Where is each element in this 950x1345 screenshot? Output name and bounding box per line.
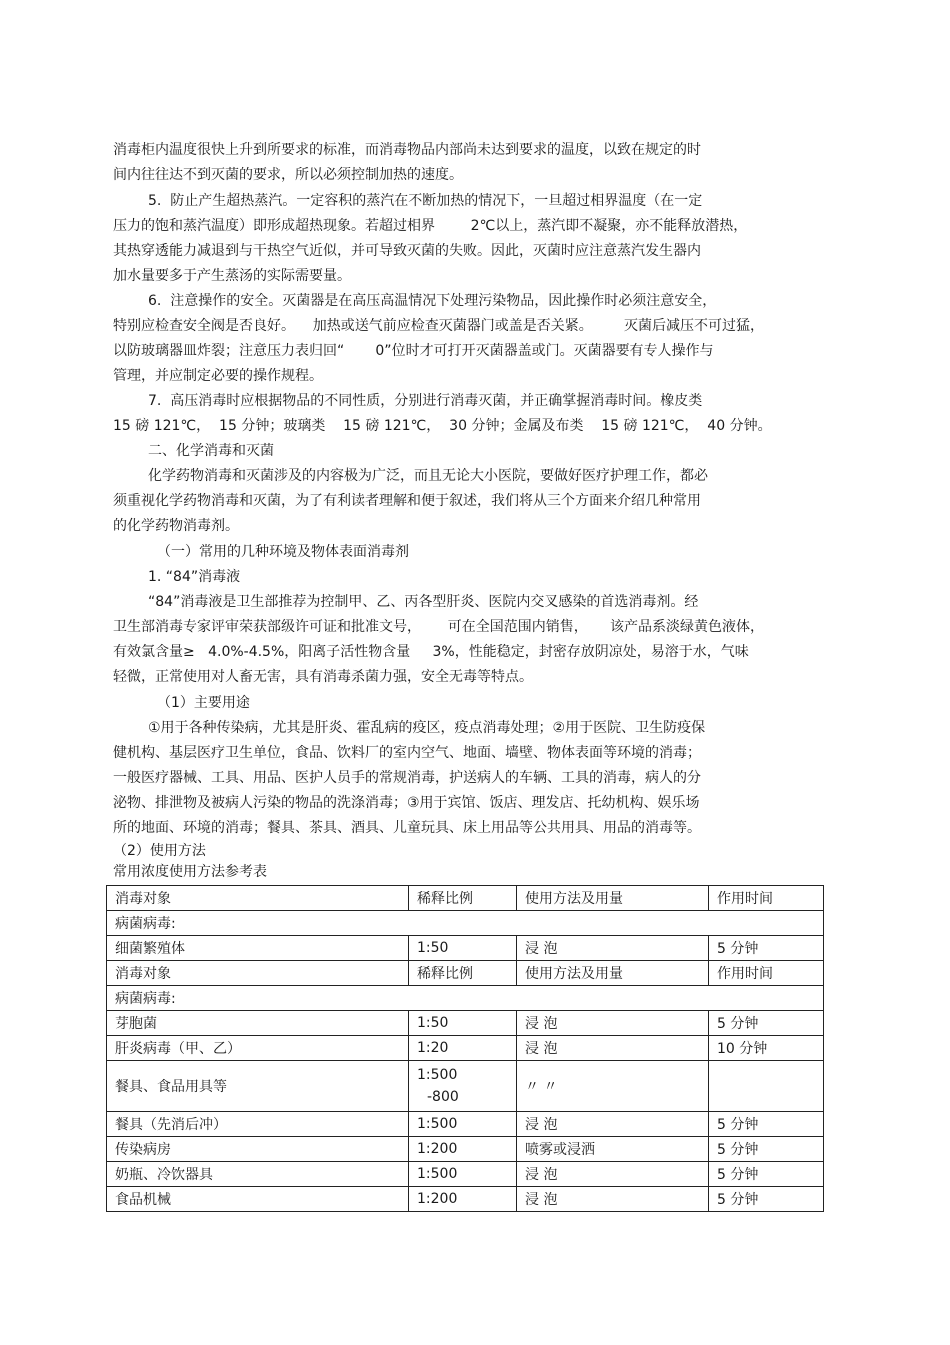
table-row <box>107 1061 824 1112</box>
table-cell: 1:50 <box>409 936 517 961</box>
body-line: 轻微，正常使用对人畜无害，具有消毒杀菌力强，安全无毒等特点。 <box>113 669 533 685</box>
table-cell: 1:200 <box>409 1137 517 1162</box>
group-row <box>107 911 824 936</box>
header-cell: 稀释比例 <box>409 886 517 911</box>
table-cell <box>409 1061 517 1112</box>
table-cell: 5 分钟 <box>709 1011 824 1036</box>
body-line: 所的地面、环境的消毒；餐具、茶具、酒具、儿童玩具、床上用品等公共用具、用品的消毒等。 <box>113 820 701 836</box>
table-cell: 浸 泡 <box>517 1036 709 1061</box>
table-cell: 芽胞菌 <box>107 1011 409 1036</box>
body-line: 6. 注意操作的安全。灭菌器是在高压高温情况下处理污染物品，因此操作时必须注意安全， <box>148 293 717 309</box>
body-line: 5. 防止产生超热蒸汽。一定容积的蒸汽在不断加热的情况下，一旦超过相界温度（在一定 <box>148 193 703 209</box>
body-line: 7. 高压消毒时应根据物品的不同性质，分别进行消毒灭菌，并正确掌握消毒时间。橡皮类 <box>148 393 703 409</box>
table-cell: 浸 泡 <box>517 1162 709 1187</box>
table-cell: 5 分钟 <box>709 1112 824 1137</box>
body-line: 加水量要多于产生蒸汤的实际需要量。 <box>113 268 351 284</box>
table-row <box>107 1187 824 1212</box>
body-line: 一般医疗器械、工具、用品、医护人员手的常规消毒，护送病人的车辆、工具的消毒，病人的分 <box>113 770 701 786</box>
table-cell: 传染病房 <box>107 1137 409 1162</box>
ratio-line: -800 <box>427 1089 459 1105</box>
header-cell: 使用方法及用量 <box>517 886 709 911</box>
body-line: 化学药物消毒和灭菌涉及的内容极为广泛，而且无论大小医院，要做好医疗护理工作，都必 <box>148 468 708 484</box>
table-row <box>107 1137 824 1162</box>
header-cell: 使用方法及用量 <box>517 961 709 986</box>
body-line: 特别应检查安全阀是否良好。 加热或送气前应检查灭菌器门或盖是否关紧。 灭菌后减压不可过猛， <box>113 318 764 334</box>
subsection-heading: （一）常用的几种环境及物体表面消毒剂 <box>157 544 409 560</box>
body-line: 压力的饱和蒸汽温度）即形成超热现象。若超过相界 2℃以上，蒸汽即不凝聚，亦不能释放潜热， <box>113 218 748 234</box>
item-heading: 1. “84”消毒液 <box>148 569 241 585</box>
table-cell: 浸 泡 <box>517 1112 709 1137</box>
body-line: 间内往往达不到灭菌的要求，所以必须控制加热的速度。 <box>113 167 463 183</box>
table-cell: 1:200 <box>409 1187 517 1212</box>
table-row <box>107 1112 824 1137</box>
table-cell: 10 分钟 <box>709 1036 824 1061</box>
table-header-row <box>107 886 824 911</box>
body-line: 须重视化学药物消毒和灭菌，为了有利读者理解和便于叙述，我们将从三个方面来介绍几种常用 <box>113 493 701 509</box>
body-line: 有效氯含量≥ 4.0%-4.5%，阳离子活性物含量 3%，性能稳定，封密存放阴凉处，易溶于水，气味 <box>113 644 749 660</box>
table-cell: 食品机械 <box>107 1187 409 1212</box>
body-line: 15 磅 121℃， 15 分钟；玻璃类 15 磅 121℃， 30 分钟；金属及布类 15 磅 121℃， 40 分钟。 <box>113 418 772 434</box>
usage-table <box>106 885 824 1212</box>
table-cell: 〃 〃 <box>517 1061 709 1112</box>
table-cell: 5 分钟 <box>709 1187 824 1212</box>
item-heading: （1）主要用途 <box>157 695 250 711</box>
section-heading: 二、化学消毒和灭菌 <box>148 443 274 459</box>
body-line: 其热穿透能力减退到与干热空气近似，并可导致灭菌的失败。因此，灭菌时应注意蒸汽发生器内 <box>113 243 701 259</box>
table-cell <box>709 1061 824 1112</box>
table-cell: 喷雾或浸洒 <box>517 1137 709 1162</box>
body-line: 泌物、排泄物及被病人污染的物品的洗涤消毒；③用于宾馆、饭店、理发店、托幼机构、娱乐场 <box>113 795 700 811</box>
group-cell: 病菌病毒: <box>107 911 824 936</box>
body-line: 以防玻璃器皿炸裂；注意压力表归回“ 0”位时才可打开灭菌器盖或门。灭菌器要有专人操作与 <box>113 343 714 359</box>
table-cell: 1:50 <box>409 1011 517 1036</box>
table-cell: 餐具（先消后冲） <box>107 1112 409 1137</box>
table-cell: 餐具、食品用具等 <box>107 1061 409 1112</box>
table-row <box>107 1162 824 1187</box>
header-cell: 稀释比例 <box>409 961 517 986</box>
table-row <box>107 1036 824 1061</box>
header-cell: 消毒对象 <box>107 961 409 986</box>
table-cell: 浸 泡 <box>517 1011 709 1036</box>
group-cell: 病菌病毒: <box>107 986 824 1011</box>
table-cell: 1:500 <box>409 1112 517 1137</box>
body-line: “84”消毒液是卫生部推荐为控制甲、乙、丙各型肝炎、医院内交叉感染的首选消毒剂。经 <box>148 594 699 610</box>
table-caption: 常用浓度使用方法参考表 <box>113 864 267 880</box>
item-heading: （2）使用方法 <box>113 843 206 859</box>
ratio-line: 1:500 <box>417 1067 458 1083</box>
table-cell: 5 分钟 <box>709 1162 824 1187</box>
table-cell: 1:500 <box>409 1162 517 1187</box>
table-cell: 5 分钟 <box>709 1137 824 1162</box>
table-row <box>107 1011 824 1036</box>
header-cell: 消毒对象 <box>107 886 409 911</box>
header-cell: 作用时间 <box>709 886 824 911</box>
body-line: 卫生部消毒专家评审荣获部级许可证和批准文号， 可在全国范围内销售， 该产品系淡绿黄色液体， <box>113 619 764 635</box>
group-row <box>107 986 824 1011</box>
body-line: 的化学药物消毒剂。 <box>113 518 239 534</box>
table-cell: 奶瓶、冷饮器具 <box>107 1162 409 1187</box>
table-cell: 肝炎病毒（甲、乙） <box>107 1036 409 1061</box>
body-line: 管理，并应制定必要的操作规程。 <box>113 368 323 384</box>
table-cell: 1:20 <box>409 1036 517 1061</box>
table-header-row <box>107 961 824 986</box>
table-cell: 5 分钟 <box>709 936 824 961</box>
table-cell: 浸 泡 <box>517 1187 709 1212</box>
table-row <box>107 936 824 961</box>
body-line: ①用于各种传染病，尤其是肝炎、霍乱病的疫区，疫点消毒处理；②用于医院、卫生防疫保 <box>148 720 706 736</box>
table-cell: 细菌繁殖体 <box>107 936 409 961</box>
body-line: 消毒柜内温度很快上升到所要求的标准，而消毒物品内部尚未达到要求的温度，以致在规定的时 <box>113 142 701 158</box>
table-cell: 浸 泡 <box>517 936 709 961</box>
body-line: 健机构、基层医疗卫生单位，食品、饮料厂的室内空气、地面、墙壁、物体表面等环境的消毒； <box>113 745 701 761</box>
header-cell: 作用时间 <box>709 961 824 986</box>
